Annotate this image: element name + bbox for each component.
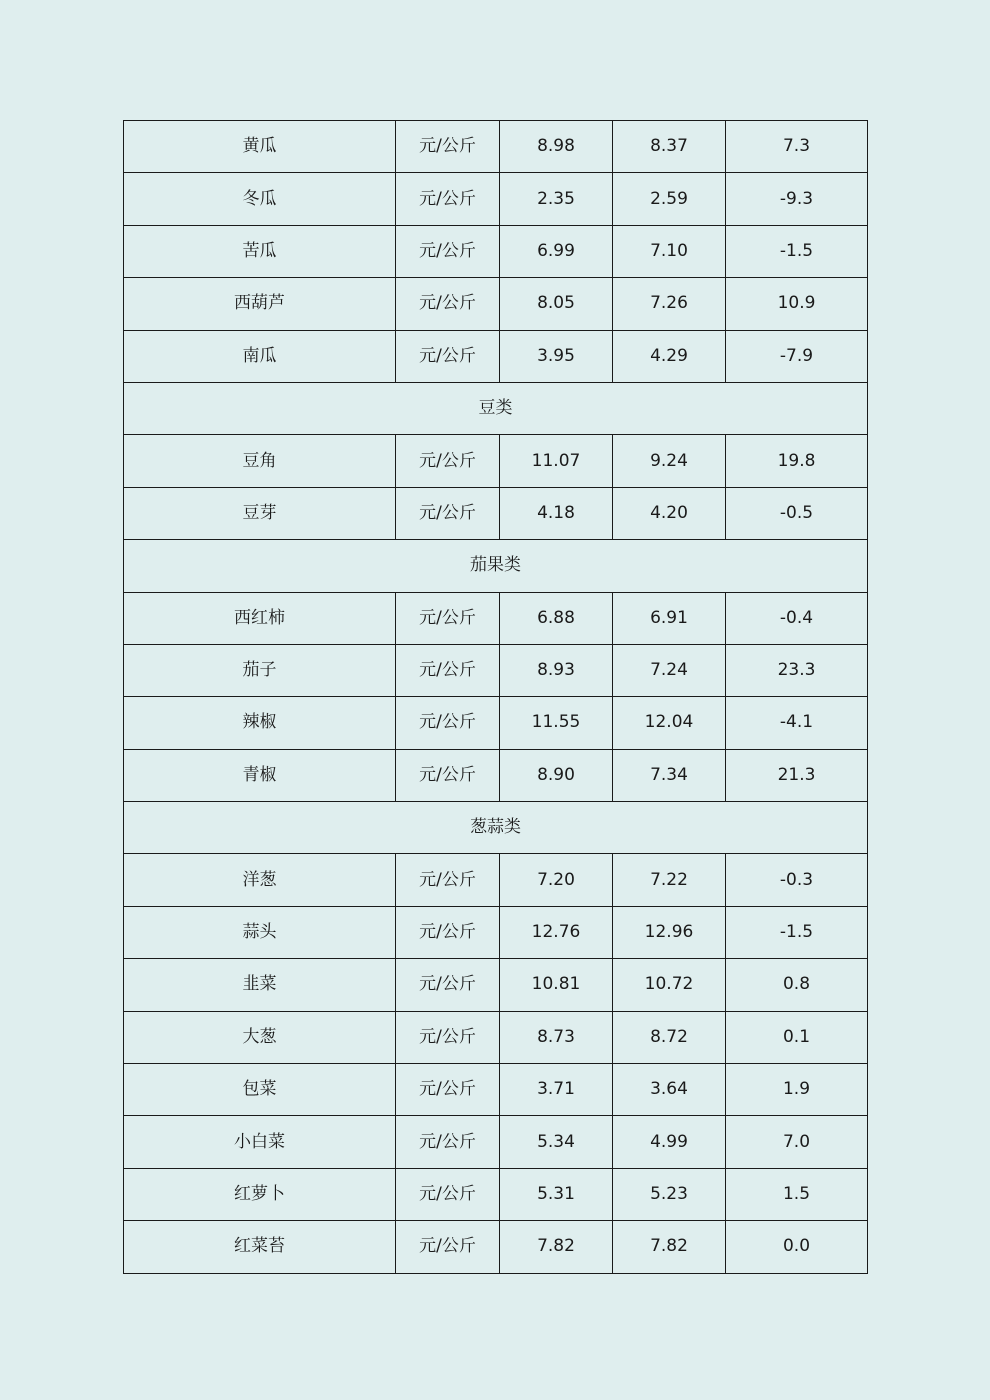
previous-price-cell: 7.82 (613, 1221, 726, 1273)
change-percent-cell: 1.9 (726, 1064, 868, 1116)
change-percent-cell: 0.8 (726, 959, 868, 1011)
change-percent-cell: 1.5 (726, 1168, 868, 1220)
item-name-cell: 豆芽 (124, 487, 396, 539)
category-label: 茄果类 (124, 540, 868, 592)
previous-price-cell: 8.72 (613, 1011, 726, 1063)
previous-price-cell: 12.96 (613, 906, 726, 958)
table-row (124, 278, 868, 330)
table-row (124, 1011, 868, 1063)
price-value-cell: 5.31 (500, 1168, 613, 1220)
unit-cell: 元/公斤 (396, 749, 500, 801)
item-name-cell: 豆角 (124, 435, 396, 487)
change-percent-cell: -9.3 (726, 173, 868, 225)
price-value-cell: 10.81 (500, 959, 613, 1011)
change-percent-cell: -4.1 (726, 697, 868, 749)
change-percent-cell: -1.5 (726, 225, 868, 277)
change-percent-cell: 7.0 (726, 1116, 868, 1168)
change-percent-cell: 23.3 (726, 644, 868, 696)
price-value-cell: 6.88 (500, 592, 613, 644)
category-label: 豆类 (124, 382, 868, 434)
unit-cell: 元/公斤 (396, 1064, 500, 1116)
item-name-cell: 洋葱 (124, 854, 396, 906)
item-name-cell: 苦瓜 (124, 225, 396, 277)
table-row (124, 225, 868, 277)
unit-cell: 元/公斤 (396, 173, 500, 225)
price-value-cell: 5.34 (500, 1116, 613, 1168)
change-percent-cell: -0.4 (726, 592, 868, 644)
item-name-cell: 红萝卜 (124, 1168, 396, 1220)
unit-cell: 元/公斤 (396, 592, 500, 644)
table-row (124, 749, 868, 801)
price-value-cell: 12.76 (500, 906, 613, 958)
price-value-cell: 2.35 (500, 173, 613, 225)
change-percent-cell: 0.0 (726, 1221, 868, 1273)
table-row (124, 435, 868, 487)
unit-cell: 元/公斤 (396, 644, 500, 696)
change-percent-cell: -7.9 (726, 330, 868, 382)
vegetable-price-table (123, 120, 868, 1274)
price-value-cell: 8.73 (500, 1011, 613, 1063)
unit-cell: 元/公斤 (396, 1168, 500, 1220)
item-name-cell: 冬瓜 (124, 173, 396, 225)
price-value-cell: 3.71 (500, 1064, 613, 1116)
previous-price-cell: 4.29 (613, 330, 726, 382)
table-row (124, 592, 868, 644)
category-label: 葱蒜类 (124, 802, 868, 854)
previous-price-cell: 6.91 (613, 592, 726, 644)
previous-price-cell: 7.24 (613, 644, 726, 696)
item-name-cell: 西红柿 (124, 592, 396, 644)
previous-price-cell: 3.64 (613, 1064, 726, 1116)
previous-price-cell: 8.37 (613, 121, 726, 173)
price-value-cell: 3.95 (500, 330, 613, 382)
item-name-cell: 蒜头 (124, 906, 396, 958)
previous-price-cell: 7.34 (613, 749, 726, 801)
table-row (124, 959, 868, 1011)
table-row (124, 173, 868, 225)
previous-price-cell: 7.10 (613, 225, 726, 277)
item-name-cell: 黄瓜 (124, 121, 396, 173)
item-name-cell: 青椒 (124, 749, 396, 801)
category-row (124, 540, 868, 592)
table-row (124, 1221, 868, 1273)
unit-cell: 元/公斤 (396, 1221, 500, 1273)
change-percent-cell: 10.9 (726, 278, 868, 330)
change-percent-cell: 19.8 (726, 435, 868, 487)
unit-cell: 元/公斤 (396, 330, 500, 382)
previous-price-cell: 9.24 (613, 435, 726, 487)
price-value-cell: 11.07 (500, 435, 613, 487)
table-row (124, 1116, 868, 1168)
change-percent-cell: -0.5 (726, 487, 868, 539)
unit-cell: 元/公斤 (396, 1116, 500, 1168)
item-name-cell: 小白菜 (124, 1116, 396, 1168)
previous-price-cell: 7.22 (613, 854, 726, 906)
price-value-cell: 4.18 (500, 487, 613, 539)
table-row (124, 487, 868, 539)
item-name-cell: 红菜苔 (124, 1221, 396, 1273)
table-row (124, 697, 868, 749)
item-name-cell: 大葱 (124, 1011, 396, 1063)
item-name-cell: 包菜 (124, 1064, 396, 1116)
price-value-cell: 8.05 (500, 278, 613, 330)
previous-price-cell: 7.26 (613, 278, 726, 330)
change-percent-cell: 21.3 (726, 749, 868, 801)
unit-cell: 元/公斤 (396, 854, 500, 906)
previous-price-cell: 5.23 (613, 1168, 726, 1220)
change-percent-cell: 0.1 (726, 1011, 868, 1063)
item-name-cell: 辣椒 (124, 697, 396, 749)
unit-cell: 元/公斤 (396, 435, 500, 487)
item-name-cell: 韭菜 (124, 959, 396, 1011)
item-name-cell: 南瓜 (124, 330, 396, 382)
table-row (124, 121, 868, 173)
table-body (124, 121, 868, 1274)
price-value-cell: 6.99 (500, 225, 613, 277)
unit-cell: 元/公斤 (396, 906, 500, 958)
unit-cell: 元/公斤 (396, 487, 500, 539)
category-row (124, 382, 868, 434)
price-value-cell: 8.90 (500, 749, 613, 801)
unit-cell: 元/公斤 (396, 278, 500, 330)
table-row (124, 644, 868, 696)
table-row (124, 1168, 868, 1220)
category-row (124, 802, 868, 854)
price-value-cell: 11.55 (500, 697, 613, 749)
unit-cell: 元/公斤 (396, 121, 500, 173)
previous-price-cell: 12.04 (613, 697, 726, 749)
item-name-cell: 西葫芦 (124, 278, 396, 330)
change-percent-cell: 7.3 (726, 121, 868, 173)
unit-cell: 元/公斤 (396, 959, 500, 1011)
price-value-cell: 7.20 (500, 854, 613, 906)
unit-cell: 元/公斤 (396, 697, 500, 749)
change-percent-cell: -0.3 (726, 854, 868, 906)
item-name-cell: 茄子 (124, 644, 396, 696)
table-row (124, 854, 868, 906)
previous-price-cell: 4.20 (613, 487, 726, 539)
unit-cell: 元/公斤 (396, 225, 500, 277)
previous-price-cell: 4.99 (613, 1116, 726, 1168)
previous-price-cell: 2.59 (613, 173, 726, 225)
table-row (124, 906, 868, 958)
unit-cell: 元/公斤 (396, 1011, 500, 1063)
table-row (124, 330, 868, 382)
price-value-cell: 8.98 (500, 121, 613, 173)
previous-price-cell: 10.72 (613, 959, 726, 1011)
price-value-cell: 7.82 (500, 1221, 613, 1273)
table-row (124, 1064, 868, 1116)
change-percent-cell: -1.5 (726, 906, 868, 958)
price-value-cell: 8.93 (500, 644, 613, 696)
